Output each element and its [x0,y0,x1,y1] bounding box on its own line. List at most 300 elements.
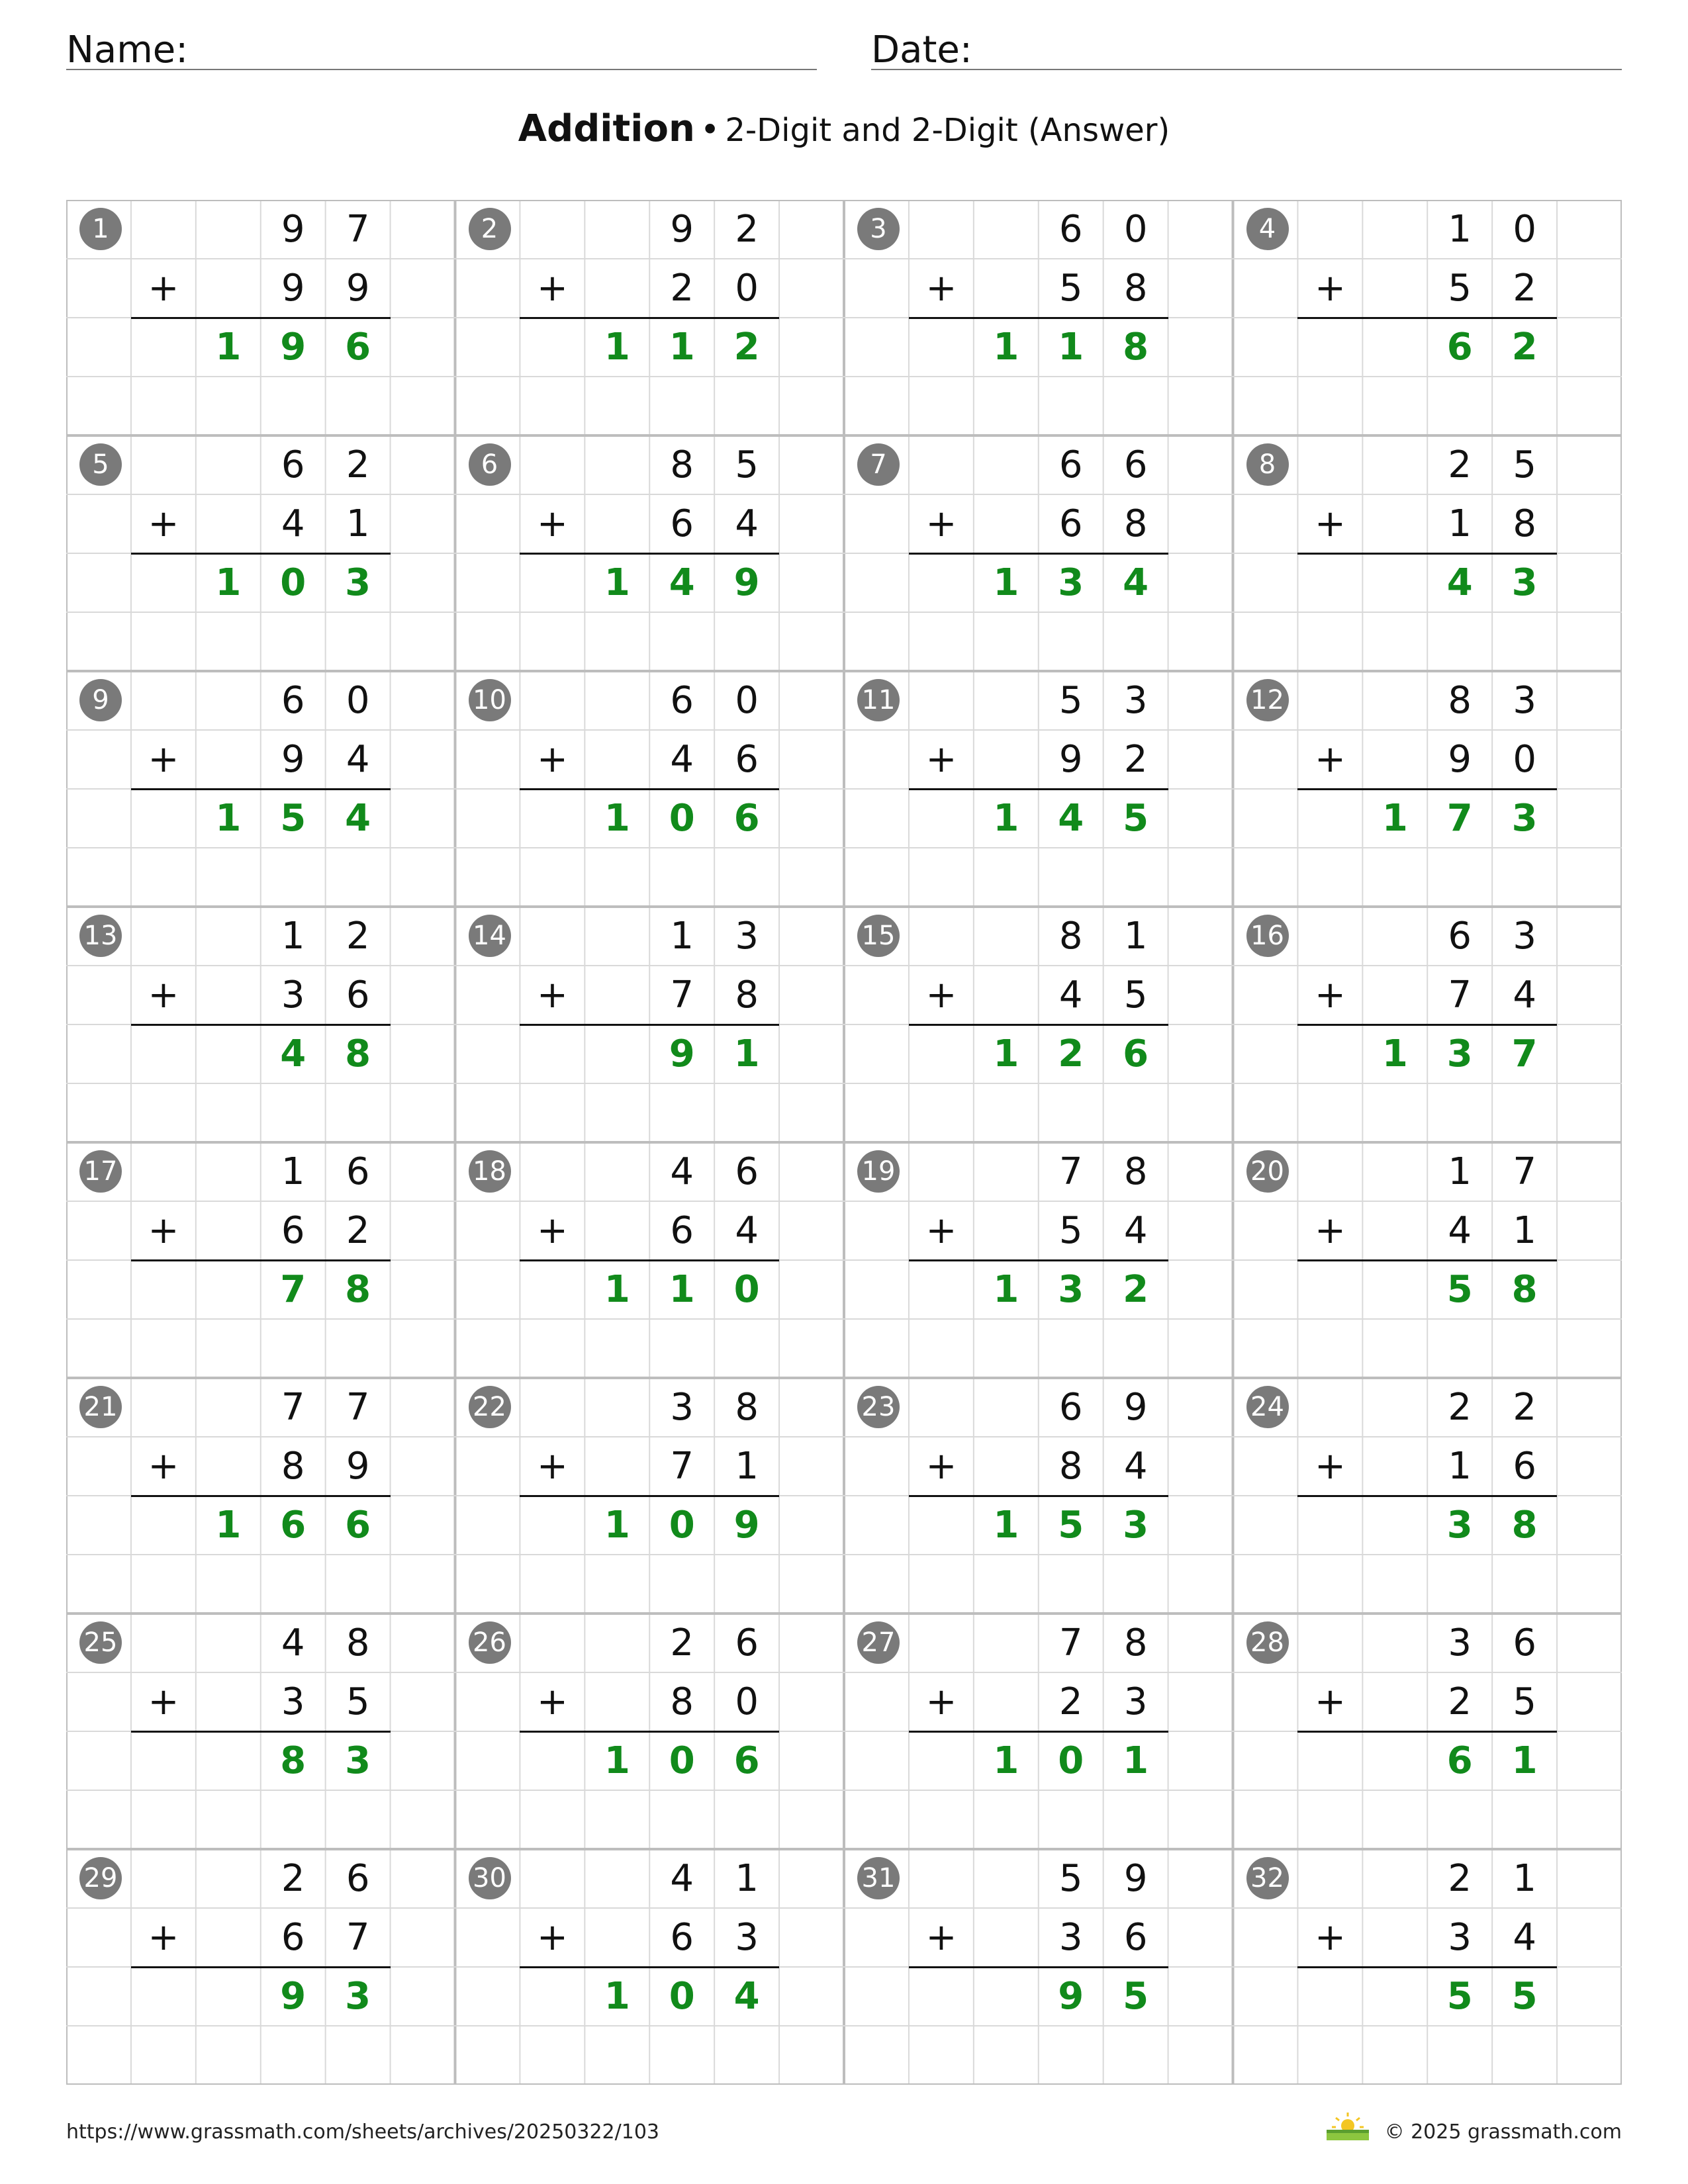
addend-a-ones: 2 [1513,1386,1536,1429]
answer-hundreds[interactable]: 1 [604,797,630,840]
addend-b-tens: 6 [670,502,694,545]
addend-a-ones: 9 [1123,1386,1148,1429]
name-label: Name: [66,28,189,71]
addend-b-tens: 4 [670,738,694,781]
addend-a-tens: 1 [1448,1150,1472,1193]
problem-21 [66,1378,455,1614]
answer-tens[interactable]: 6 [280,1504,306,1547]
plus-sign: + [925,267,957,310]
addend-a-ones: 6 [346,1857,370,1900]
answer-ones[interactable]: 4 [345,797,371,840]
plus-sign: + [1314,502,1346,545]
plus-sign: + [536,1209,568,1252]
answer-tens[interactable]: 3 [1446,1504,1473,1547]
title-separator: • [700,111,720,149]
answer-hundreds[interactable]: 1 [215,326,242,369]
problem-number-badge: 30 [469,1857,511,1899]
answer-hundreds[interactable] [1362,1967,1427,2026]
answer-tens[interactable]: 5 [1446,1268,1473,1311]
addend-a-tens: 9 [670,208,694,251]
answer-hundreds[interactable]: 1 [604,1739,630,1782]
plus-sign: + [148,974,179,1017]
answer-tens[interactable]: 3 [1446,1032,1473,1075]
answer-ones[interactable]: 6 [345,326,371,369]
addend-b-tens: 5 [1058,1209,1083,1252]
answer-hundreds[interactable]: 1 [993,1504,1019,1547]
addend-a-tens: 7 [1058,1150,1083,1193]
problem-2 [455,200,845,435]
problem-18 [455,1142,845,1378]
answer-hundreds[interactable]: 1 [993,1268,1019,1311]
answer-hundreds[interactable]: 1 [993,1032,1019,1075]
plus-sign: + [536,738,568,781]
addend-b-ones: 9 [346,1445,370,1488]
answer-ones[interactable]: 0 [733,1268,760,1311]
plus-sign: + [536,974,568,1017]
addend-a-tens: 2 [281,1857,305,1900]
addend-b-ones: 4 [735,1209,759,1252]
answer-tens[interactable]: 4 [280,1032,306,1075]
addend-b-ones: 5 [1123,974,1148,1017]
addend-a-tens: 5 [1058,679,1083,722]
addend-b-tens: 7 [670,1445,694,1488]
plus-sign: + [925,1209,957,1252]
answer-ones[interactable]: 3 [345,561,371,604]
addend-a-tens: 8 [1058,915,1083,958]
addend-b-ones: 0 [735,1680,759,1723]
answer-hundreds[interactable]: 1 [993,797,1019,840]
addend-b-tens: 6 [670,1209,694,1252]
problem-number-badge: 10 [469,679,511,721]
answer-hundreds[interactable] [196,1967,261,2026]
answer-tens[interactable]: 9 [1058,1975,1084,2018]
answer-hundreds[interactable]: 1 [604,1268,630,1311]
addend-b-ones: 4 [1123,1209,1148,1252]
addend-a-ones: 3 [1513,679,1536,722]
answer-hundreds[interactable]: 1 [993,326,1019,369]
problem-12 [1233,671,1622,907]
problem-number-badge: 23 [857,1386,900,1428]
answer-ones[interactable]: 9 [733,1504,760,1547]
answer-tens[interactable]: 0 [669,797,695,840]
addend-b-ones: 3 [1123,1680,1148,1723]
addend-a-ones: 2 [346,915,370,958]
plus-sign: + [1314,738,1346,781]
problem-number-badge: 27 [857,1621,900,1664]
answer-tens[interactable]: 9 [280,1975,306,2018]
addend-a-ones: 0 [346,679,370,722]
addend-a-tens: 7 [281,1386,305,1429]
answer-ones[interactable]: 8 [1511,1268,1538,1311]
addend-b-tens: 7 [670,974,694,1017]
answer-hundreds[interactable] [196,1260,261,1319]
addend-a-ones: 8 [1123,1621,1148,1664]
addend-a-ones: 8 [1123,1150,1148,1193]
addend-b-ones: 2 [1123,738,1148,781]
problem-number-badge: 16 [1246,915,1289,957]
addend-b-ones: 6 [1513,1445,1536,1488]
answer-ones[interactable]: 8 [1511,1504,1538,1547]
addend-a-ones: 1 [1123,915,1148,958]
answer-ones[interactable]: 1 [1511,1739,1538,1782]
plus-sign: + [925,502,957,545]
problem-14 [455,907,845,1142]
problem-25 [66,1614,455,1849]
plus-sign: + [1314,1680,1346,1723]
addend-a-tens: 1 [281,1150,305,1193]
name-field[interactable] [66,24,817,70]
addend-b-ones: 3 [735,1916,759,1959]
problem-number-badge: 14 [469,915,511,957]
problem-11 [844,671,1233,907]
problem-number-badge: 13 [79,915,122,957]
answer-ones[interactable]: 7 [1511,1032,1538,1075]
problem-number-badge: 15 [857,915,900,957]
answer-hundreds[interactable] [974,1967,1039,2026]
answer-tens[interactable]: 1 [1058,326,1084,369]
answer-ones[interactable]: 8 [1123,326,1149,369]
answer-tens[interactable]: 9 [280,326,306,369]
addend-b-tens: 3 [281,1680,305,1723]
addend-b-tens: 6 [670,1916,694,1959]
addend-b-tens: 2 [1058,1680,1083,1723]
addend-a-ones: 6 [346,1150,370,1193]
addend-b-ones: 4 [1123,1445,1148,1488]
addend-a-tens: 3 [1448,1621,1472,1664]
answer-tens[interactable]: 6 [1446,326,1473,369]
plus-sign: + [925,974,957,1017]
answer-ones[interactable]: 5 [1511,1975,1538,2018]
problem-31 [844,1849,1233,2085]
problem-number-badge: 19 [857,1150,900,1193]
answer-ones[interactable]: 2 [1511,326,1538,369]
problem-number-badge: 1 [79,208,122,250]
addend-a-tens: 6 [1058,443,1083,486]
addend-a-tens: 4 [670,1857,694,1900]
problem-number-badge: 17 [79,1150,122,1193]
addend-a-tens: 1 [670,915,694,958]
addend-a-ones: 7 [346,208,370,251]
problem-number-badge: 22 [469,1386,511,1428]
addend-b-tens: 4 [281,502,305,545]
problem-number-badge: 26 [469,1621,511,1664]
answer-tens[interactable]: 3 [1058,561,1084,604]
addend-a-tens: 6 [281,679,305,722]
problem-7 [844,435,1233,671]
addend-a-ones: 3 [1123,679,1148,722]
addend-b-tens: 4 [1058,974,1083,1017]
answer-ones[interactable]: 2 [733,326,760,369]
problem-13 [66,907,455,1142]
answer-tens[interactable]: 0 [1058,1739,1084,1782]
problem-number-badge: 24 [1246,1386,1289,1428]
answer-tens[interactable]: 5 [1446,1975,1473,2018]
answer-hundreds[interactable]: 1 [215,561,242,604]
answer-tens[interactable]: 0 [280,561,306,604]
answer-ones[interactable]: 5 [1123,1975,1149,2018]
title-subtitle: 2-Digit and 2-Digit (Answer) [725,112,1170,149]
addend-a-ones: 8 [735,1386,759,1429]
answer-ones[interactable]: 6 [345,1504,371,1547]
addend-a-ones: 5 [1513,443,1536,486]
addend-a-tens: 6 [1058,208,1083,251]
addend-a-ones: 2 [735,208,759,251]
plus-sign: + [148,1209,179,1252]
answer-ones[interactable]: 4 [733,1975,760,2018]
addend-b-ones: 8 [1123,267,1148,310]
addend-a-tens: 8 [1448,679,1472,722]
problem-number-badge: 28 [1246,1621,1289,1664]
answer-hundreds[interactable]: 1 [993,1739,1019,1782]
answer-tens[interactable]: 4 [1058,797,1084,840]
answer-ones[interactable]: 3 [345,1975,371,2018]
answer-ones[interactable]: 1 [1123,1739,1149,1782]
date-label: Date: [871,28,972,71]
addend-b-tens: 2 [670,267,694,310]
problem-22 [455,1378,845,1614]
problem-number-badge: 4 [1246,208,1289,250]
problem-number-badge: 9 [79,679,122,721]
plus-sign: + [536,1445,568,1488]
answer-tens[interactable]: 5 [280,797,306,840]
plus-sign: + [925,1445,957,1488]
addend-a-tens: 2 [670,1621,694,1664]
answer-hundreds[interactable] [1362,1260,1427,1319]
answer-tens[interactable]: 0 [669,1504,695,1547]
addend-b-tens: 3 [1448,1916,1472,1959]
plus-sign: + [148,267,179,310]
plus-sign: + [925,1680,957,1723]
addend-b-ones: 0 [735,267,759,310]
addend-b-tens: 3 [1058,1916,1083,1959]
answer-ones[interactable]: 3 [1511,797,1538,840]
problem-32 [1233,1849,1622,2085]
addend-a-ones: 3 [735,915,759,958]
addend-b-ones: 9 [346,267,370,310]
plus-sign: + [148,1680,179,1723]
addend-b-tens: 9 [281,267,305,310]
answer-tens[interactable]: 1 [669,326,695,369]
addend-a-tens: 5 [1058,1857,1083,1900]
addend-a-ones: 0 [1123,208,1148,251]
plus-sign: + [1314,1445,1346,1488]
addend-b-tens: 8 [281,1445,305,1488]
worksheet-title [0,106,1688,154]
plus-sign: + [1314,267,1346,310]
addend-b-ones: 4 [346,738,370,781]
addend-b-tens: 2 [1448,1680,1472,1723]
problem-24 [1233,1378,1622,1614]
addend-a-ones: 3 [1513,915,1536,958]
footer-url[interactable]: https://www.grassmath.com/sheets/archives/20250322/103 [66,2120,660,2144]
plus-sign: + [536,1680,568,1723]
answer-hundreds[interactable] [1362,553,1427,612]
addend-a-ones: 9 [1123,1857,1148,1900]
answer-tens[interactable]: 0 [669,1739,695,1782]
problem-number-badge: 2 [469,208,511,250]
plus-sign: + [536,502,568,545]
answer-ones[interactable]: 6 [733,1739,760,1782]
addend-a-tens: 9 [281,208,305,251]
answer-hundreds[interactable]: 1 [215,1504,242,1547]
addend-a-tens: 1 [1448,208,1472,251]
problem-1 [66,200,455,435]
answer-tens[interactable]: 2 [1058,1032,1084,1075]
problem-number-badge: 6 [469,443,511,486]
addend-a-tens: 4 [670,1150,694,1193]
problem-30 [455,1849,845,2085]
problem-number-badge: 29 [79,1857,122,1899]
problem-number-badge: 31 [857,1857,900,1899]
plus-sign: + [148,738,179,781]
problem-number-badge: 32 [1246,1857,1289,1899]
addend-b-tens: 6 [281,1916,305,1959]
answer-tens[interactable]: 0 [669,1975,695,2018]
addend-b-ones: 1 [735,1445,759,1488]
answer-tens[interactable]: 5 [1058,1504,1084,1547]
addend-b-ones: 8 [1513,502,1536,545]
answer-hundreds[interactable] [196,1731,261,1790]
addend-a-ones: 6 [735,1621,759,1664]
answer-ones[interactable]: 6 [1123,1032,1149,1075]
addend-a-tens: 6 [281,443,305,486]
answer-ones[interactable]: 3 [1123,1504,1149,1547]
plus-sign: + [536,267,568,310]
problem-5 [66,435,455,671]
problem-23 [844,1378,1233,1614]
addend-b-tens: 6 [1058,502,1083,545]
plus-sign: + [536,1916,568,1959]
plus-sign: + [1314,1916,1346,1959]
problem-8 [1233,435,1622,671]
problem-27 [844,1614,1233,1849]
addend-a-tens: 2 [1448,1386,1472,1429]
addend-a-tens: 6 [1448,915,1472,958]
addend-b-ones: 4 [1513,974,1536,1017]
addend-b-tens: 3 [281,974,305,1017]
addend-b-ones: 6 [735,738,759,781]
plus-sign: + [148,1445,179,1488]
answer-ones[interactable]: 5 [1123,797,1149,840]
problem-6 [455,435,845,671]
answer-ones[interactable]: 6 [733,797,760,840]
answer-tens[interactable]: 8 [280,1739,306,1782]
answer-ones[interactable]: 2 [1123,1268,1149,1311]
problem-15 [844,907,1233,1142]
addend-a-tens: 7 [1058,1621,1083,1664]
answer-hundreds[interactable]: 1 [604,561,630,604]
addend-a-tens: 2 [1448,1857,1472,1900]
answer-hundreds[interactable] [1362,1496,1427,1555]
addend-b-ones: 7 [346,1916,370,1959]
addend-b-ones: 4 [735,502,759,545]
answer-hundreds[interactable]: 1 [604,1504,630,1547]
answer-ones[interactable]: 3 [1511,561,1538,604]
answer-hundreds[interactable] [585,1024,649,1083]
answer-tens[interactable]: 4 [669,561,695,604]
date-field[interactable] [871,24,1622,70]
problem-number-badge: 25 [79,1621,122,1664]
plus-sign: + [1314,974,1346,1017]
answer-hundreds[interactable] [1362,318,1427,377]
addend-a-ones: 2 [346,443,370,486]
addend-b-ones: 5 [346,1680,370,1723]
addend-b-tens: 6 [281,1209,305,1252]
answer-hundreds[interactable]: 1 [1382,1032,1408,1075]
addend-a-ones: 0 [1513,208,1536,251]
answer-ones[interactable]: 8 [345,1032,371,1075]
answer-hundreds[interactable]: 1 [1382,797,1408,840]
plus-sign: + [148,1916,179,1959]
addend-a-tens: 1 [281,915,305,958]
addend-a-ones: 6 [735,1150,759,1193]
problem-grid [66,200,1622,2085]
addend-b-ones: 1 [346,502,370,545]
addend-b-ones: 1 [1513,1209,1536,1252]
problem-number-badge: 8 [1246,443,1289,486]
answer-tens[interactable]: 4 [1446,561,1473,604]
answer-tens[interactable]: 1 [669,1268,695,1311]
addend-b-tens: 9 [1448,738,1472,781]
answer-hundreds[interactable]: 1 [993,561,1019,604]
addend-b-ones: 8 [1123,502,1148,545]
plus-sign: + [925,738,957,781]
addend-b-tens: 7 [1448,974,1472,1017]
addend-a-ones: 1 [1513,1857,1536,1900]
answer-ones[interactable]: 1 [733,1032,760,1075]
addend-b-tens: 1 [1448,502,1472,545]
addend-a-ones: 7 [346,1386,370,1429]
problem-number-badge: 7 [857,443,900,486]
addend-b-tens: 1 [1448,1445,1472,1488]
footer-copyright: © 2025 grassmath.com [1384,2120,1622,2144]
answer-hundreds[interactable]: 1 [215,797,242,840]
addend-b-ones: 4 [1513,1916,1536,1959]
addend-a-tens: 6 [1058,1386,1083,1429]
problem-26 [455,1614,845,1849]
title-main: Addition [518,107,695,150]
answer-tens[interactable]: 9 [669,1032,695,1075]
problem-10 [455,671,845,907]
plus-sign: + [925,1916,957,1959]
answer-tens[interactable]: 3 [1058,1268,1084,1311]
problem-3 [844,200,1233,435]
answer-tens[interactable]: 7 [280,1268,306,1311]
answer-ones[interactable]: 4 [1123,561,1149,604]
answer-hundreds[interactable]: 1 [604,326,630,369]
addend-a-ones: 1 [735,1857,759,1900]
problem-number-badge: 5 [79,443,122,486]
addend-a-tens: 4 [281,1621,305,1664]
addend-b-tens: 5 [1058,267,1083,310]
addend-b-ones: 0 [1513,738,1536,781]
answer-hundreds[interactable] [1362,1731,1427,1790]
answer-hundreds[interactable]: 1 [604,1975,630,2018]
answer-ones[interactable]: 9 [733,561,760,604]
answer-ones[interactable]: 3 [345,1739,371,1782]
answer-tens[interactable]: 7 [1446,797,1473,840]
answer-tens[interactable]: 6 [1446,1739,1473,1782]
addend-b-tens: 5 [1448,267,1472,310]
problem-17 [66,1142,455,1378]
answer-ones[interactable]: 8 [345,1268,371,1311]
addend-b-tens: 4 [1448,1209,1472,1252]
addend-a-ones: 0 [735,679,759,722]
answer-hundreds[interactable] [196,1024,261,1083]
addend-a-tens: 8 [670,443,694,486]
problem-4 [1233,200,1622,435]
problem-28 [1233,1614,1622,1849]
